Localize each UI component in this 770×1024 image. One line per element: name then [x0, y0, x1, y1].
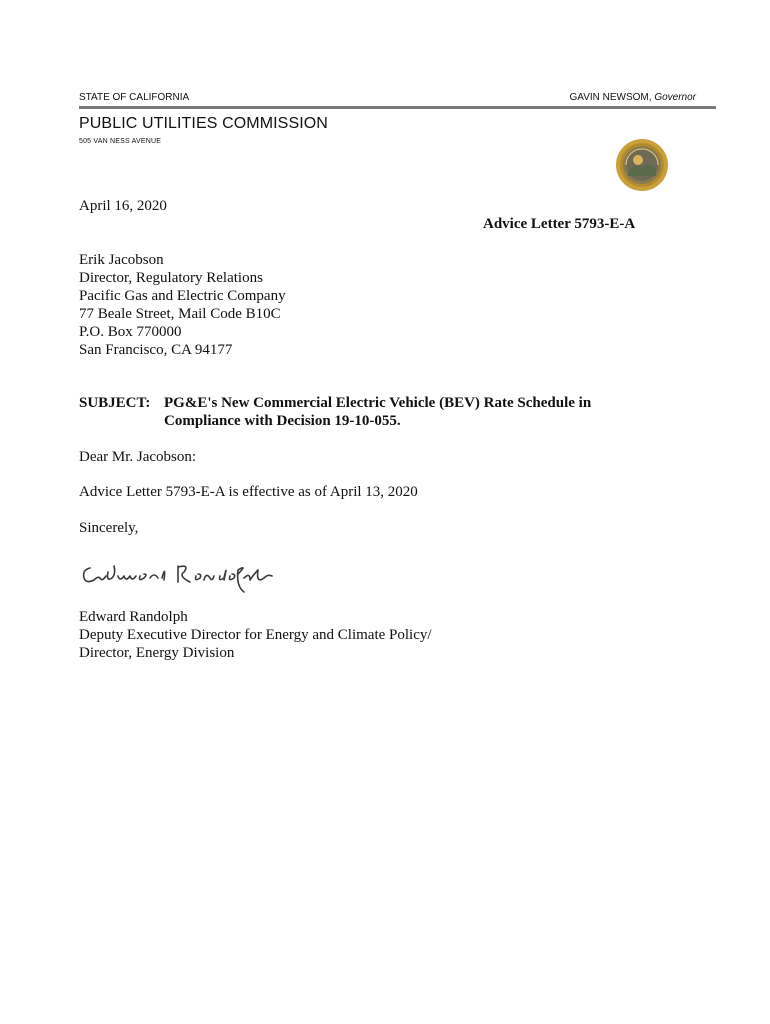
state-name: STATE OF CALIFORNIA [79, 92, 190, 103]
signer-name: Edward Randolph [79, 609, 188, 625]
governor-name: GAVIN NEWSOM, [569, 92, 652, 103]
subject-line-2: Compliance with Decision 19-10-055. [164, 413, 401, 429]
state-seal-icon [615, 138, 669, 192]
recipient-street: 77 Beale Street, Mail Code B10C [79, 306, 281, 322]
advice-letter-reference: Advice Letter 5793-E-A [483, 216, 636, 232]
signer-block [79, 608, 432, 662]
subject-line-1: PG&E's New Commercial Electric Vehicle (BEV) Rate Schedule in [164, 395, 592, 411]
letter-body: Advice Letter 5793-E-A is effective as of April 13, 2020 [79, 484, 418, 500]
subject-label: SUBJECT: [79, 395, 151, 411]
signer-title-1: Deputy Executive Director for Energy and Climate Policy/ [79, 627, 432, 643]
governor-title: Governor [654, 92, 696, 103]
letterhead-rule [79, 106, 716, 109]
handwritten-signature [78, 558, 278, 594]
commission-name: PUBLIC UTILITIES COMMISSION [79, 115, 328, 132]
commission-address: 505 VAN NESS AVENUE [79, 138, 162, 145]
subject-block [79, 394, 639, 430]
signer-title-2: Director, Energy Division [79, 645, 235, 661]
recipient-po-box: P.O. Box 770000 [79, 324, 182, 340]
closing: Sincerely, [79, 520, 139, 536]
recipient-name: Erik Jacobson [79, 252, 164, 268]
salutation: Dear Mr. Jacobson: [79, 449, 197, 465]
letter-date: April 16, 2020 [79, 198, 167, 214]
governor-line [569, 92, 696, 104]
recipient-address-block [79, 251, 286, 359]
recipient-title: Director, Regulatory Relations [79, 270, 263, 286]
recipient-company: Pacific Gas and Electric Company [79, 288, 286, 304]
recipient-city: San Francisco, CA 94177 [79, 342, 233, 358]
